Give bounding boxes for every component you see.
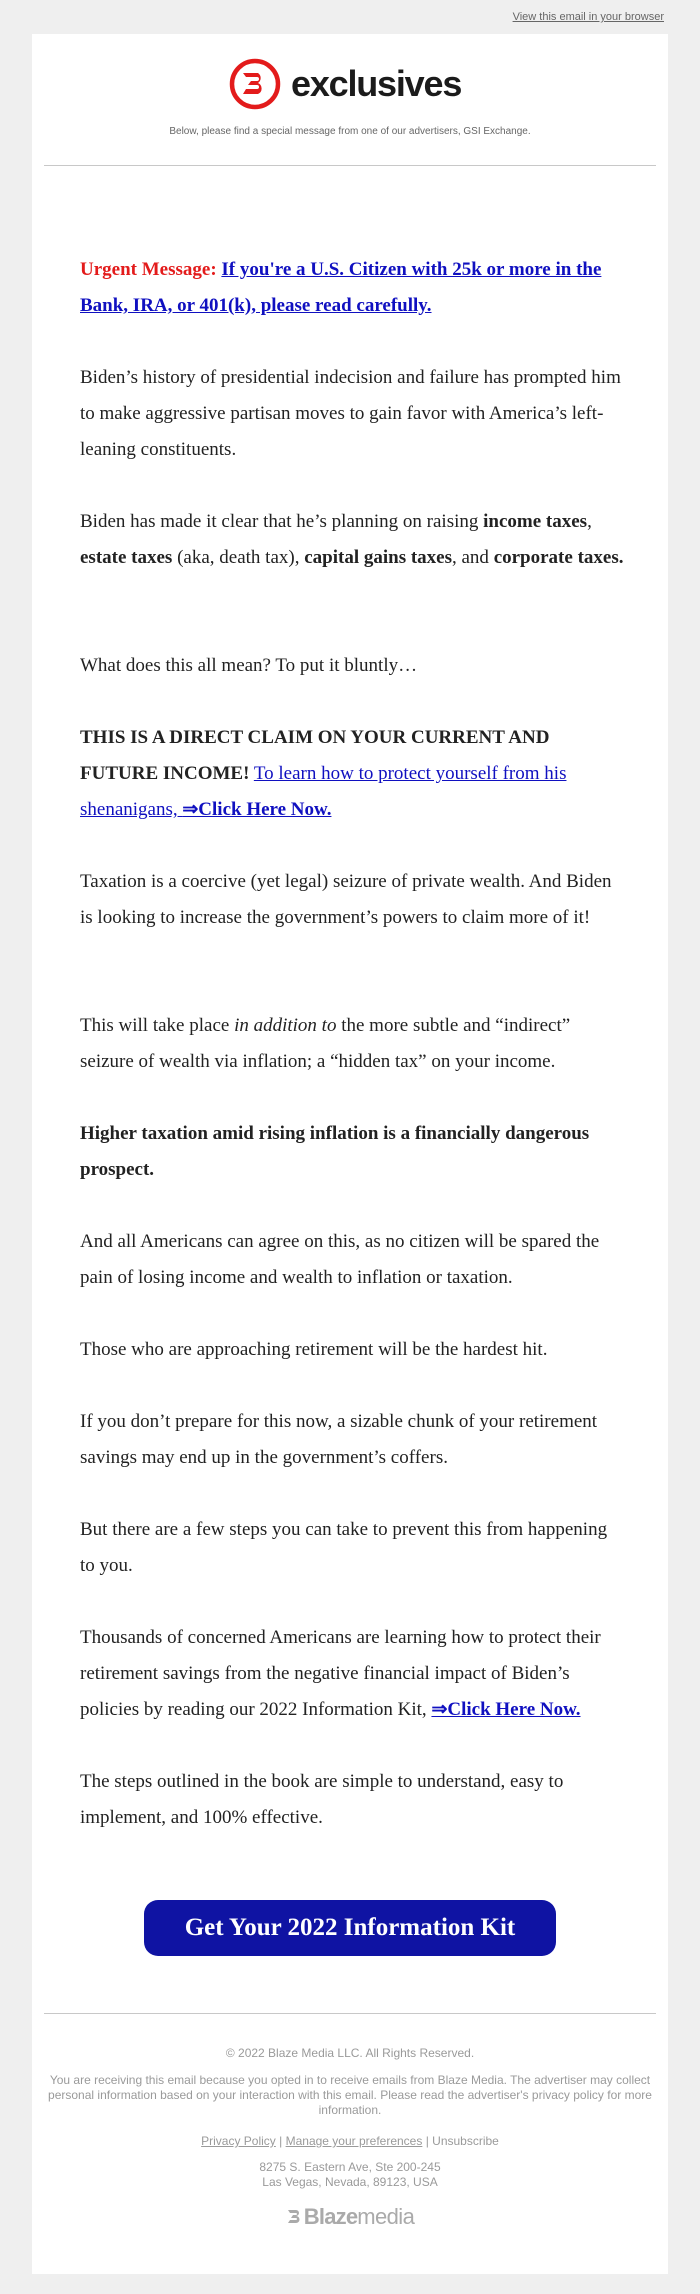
divider-top — [44, 165, 656, 166]
paragraph-3: What does this all mean? To put it bluntly… — [80, 655, 418, 676]
text: , — [587, 511, 592, 532]
email-card — [32, 34, 668, 2274]
address-line-2: Las Vegas, Nevada, 89123, USA — [262, 2175, 438, 2189]
urgent-message — [80, 252, 624, 324]
blaze-mark-icon — [286, 2208, 302, 2226]
text: , and — [452, 547, 494, 568]
link-text[interactable]: To learn how to protect yourself from his shenanigans, — [80, 763, 567, 820]
brand-media: media — [357, 2204, 415, 2229]
footer-links — [32, 2134, 668, 2149]
text: Biden has made it clear that he’s planning on raising — [80, 511, 484, 532]
text: Thousands of concerned Americans are learning how to protect their retirement savings from the negative financial impact of Biden’s policies by reading our 2022 Information Kit, — [80, 1627, 601, 1720]
direct-claim-text: THIS IS A DIRECT CLAIM ON YOUR CURRENT AND FUTURE INCOME! — [80, 727, 550, 784]
paragraph-10: If you don’t prepare for this now, a sizable chunk of your retirement savings may end up in the government’s coffers. — [80, 1411, 598, 1468]
text: (aka, death tax), — [172, 547, 305, 568]
paragraph-5: Taxation is a coercive (yet legal) seizure of private wealth. And Biden is looking to increase the government’s powers to claim more of it! — [80, 871, 612, 928]
separator: | — [422, 2134, 433, 2148]
paragraph-13: The steps outlined in the book are simple to understand, easy to implement, and 100% effective. — [80, 1771, 564, 1828]
paragraph-4 — [80, 720, 624, 828]
in-addition-to: in addition to — [234, 1015, 337, 1036]
paragraph-1: Biden’s history of presidential indecision and failure has prompted him to make aggressive partisan moves to gain favor with America’s left-leaning constituents. — [80, 367, 621, 460]
get-info-kit-button[interactable]: Get Your 2022 Information Kit — [144, 1900, 556, 1956]
urgent-label: Urgent Message: — [80, 259, 217, 280]
divider-bottom — [44, 2013, 656, 2014]
footer-notice: You are receiving this email because you opted in to receive emails from Blaze Media. The advertiser may collect personal information based on your interaction with this email. Please read the advertiser's privacy policy for more information. — [48, 2073, 652, 2117]
corporate-taxes: corporate taxes. — [493, 547, 624, 568]
paragraph-8: And all Americans can agree on this, as no citizen will be spared the pain of losing income and wealth to inflation or taxation. — [80, 1231, 600, 1288]
footer-copyright: © 2022 Blaze Media LLC. All Rights Reserved. — [225, 2046, 475, 2060]
paragraph-2 — [80, 504, 624, 576]
paragraph-9: Those who are approaching retirement will be the hardest hit. — [80, 1339, 548, 1360]
exclusives-logo — [229, 56, 461, 112]
urgent-link[interactable]: If you're a U.S. Citizen with 25k or more in the Bank, IRA, or 401(k), please read carefully. — [80, 259, 602, 316]
paragraph-7: Higher taxation amid rising inflation is a financially dangerous prospect. — [80, 1123, 590, 1180]
separator: | — [275, 2134, 286, 2148]
income-taxes: income taxes — [483, 511, 588, 532]
capital-gains-taxes: capital gains taxes — [304, 547, 452, 568]
view-in-browser-link[interactable]: View this email in your browser — [512, 11, 664, 23]
paragraph-11: But there are a few steps you can take to prevent this from happening to you. — [80, 1519, 608, 1576]
manage-preferences-link[interactable]: Manage your preferences — [285, 2134, 423, 2148]
top-bar — [0, 0, 700, 34]
blaze-b-logo-icon — [229, 58, 281, 110]
paragraph-6 — [80, 1008, 624, 1080]
blaze-media-footer-logo — [32, 2204, 668, 2230]
brand-blaze: Blaze — [303, 2204, 358, 2229]
paragraph-12 — [80, 1620, 624, 1728]
footer-address — [32, 2160, 668, 2190]
text: the more subtle and “indirect” seizure of wealth via inflation; a “hidden tax” on your income. — [80, 1015, 571, 1072]
click-here-link-1[interactable]: ⇒Click Here Now. — [182, 799, 332, 820]
unsubscribe-link[interactable]: Unsubscribe — [432, 2134, 499, 2148]
privacy-policy-link[interactable]: Privacy Policy — [201, 2134, 276, 2148]
logo-wordmark: exclusives — [291, 63, 462, 104]
click-here-link-2[interactable]: ⇒Click Here Now. — [431, 1699, 581, 1720]
address-line-1: 8275 S. Eastern Ave, Ste 200-245 — [259, 2160, 441, 2174]
text: This will take place — [80, 1015, 235, 1036]
estate-taxes: estate taxes — [80, 547, 173, 568]
advertiser-subtitle: Below, please find a special message from one of our advertisers, GSI Exchange. — [169, 126, 531, 137]
